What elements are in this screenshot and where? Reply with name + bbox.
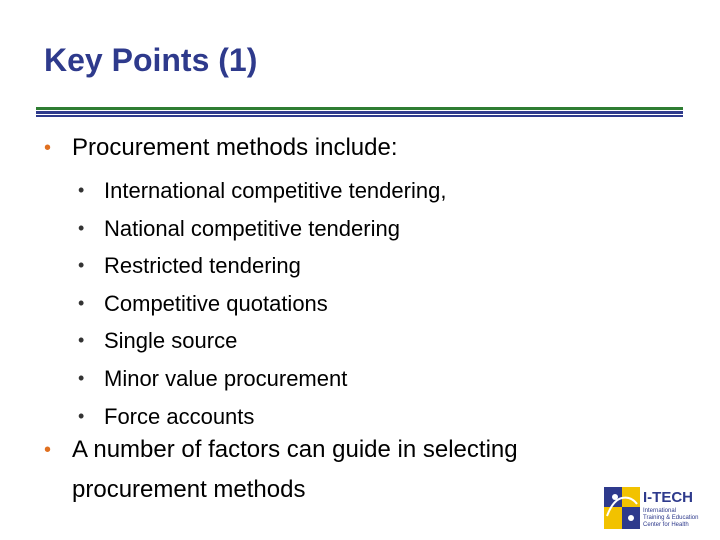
logo-name: I-TECH: [643, 489, 693, 506]
bullet-dot-icon: •: [44, 137, 52, 159]
title-divider-green: [36, 107, 683, 110]
sub-bullet-icon: •: [78, 405, 85, 426]
logo-line3: Center for Health: [643, 522, 689, 528]
logo-line1: International: [643, 508, 677, 514]
slide-title: Key Points (1): [44, 42, 258, 78]
bullet-text-line1: A number of factors can guide in selecting: [72, 436, 518, 463]
logo-line2: Training & Education: [643, 515, 699, 521]
sub-bullet-icon: •: [78, 292, 85, 313]
sub-bullet-icon: •: [78, 180, 85, 200]
bullet-text: Procurement methods include:: [72, 134, 398, 161]
sub-bullet-icon: •: [78, 255, 85, 276]
bullet-dot-icon: •: [44, 439, 52, 461]
title-divider-blue-thin: [36, 115, 683, 117]
itech-logo: [603, 486, 703, 530]
sub-bullet-icon: •: [78, 330, 85, 351]
sub-bullet-icon: •: [78, 367, 85, 388]
sub-bullet-icon: •: [78, 217, 85, 238]
bullet-text-line2: procurement methods: [72, 476, 306, 503]
title-divider-blue: [36, 111, 683, 114]
